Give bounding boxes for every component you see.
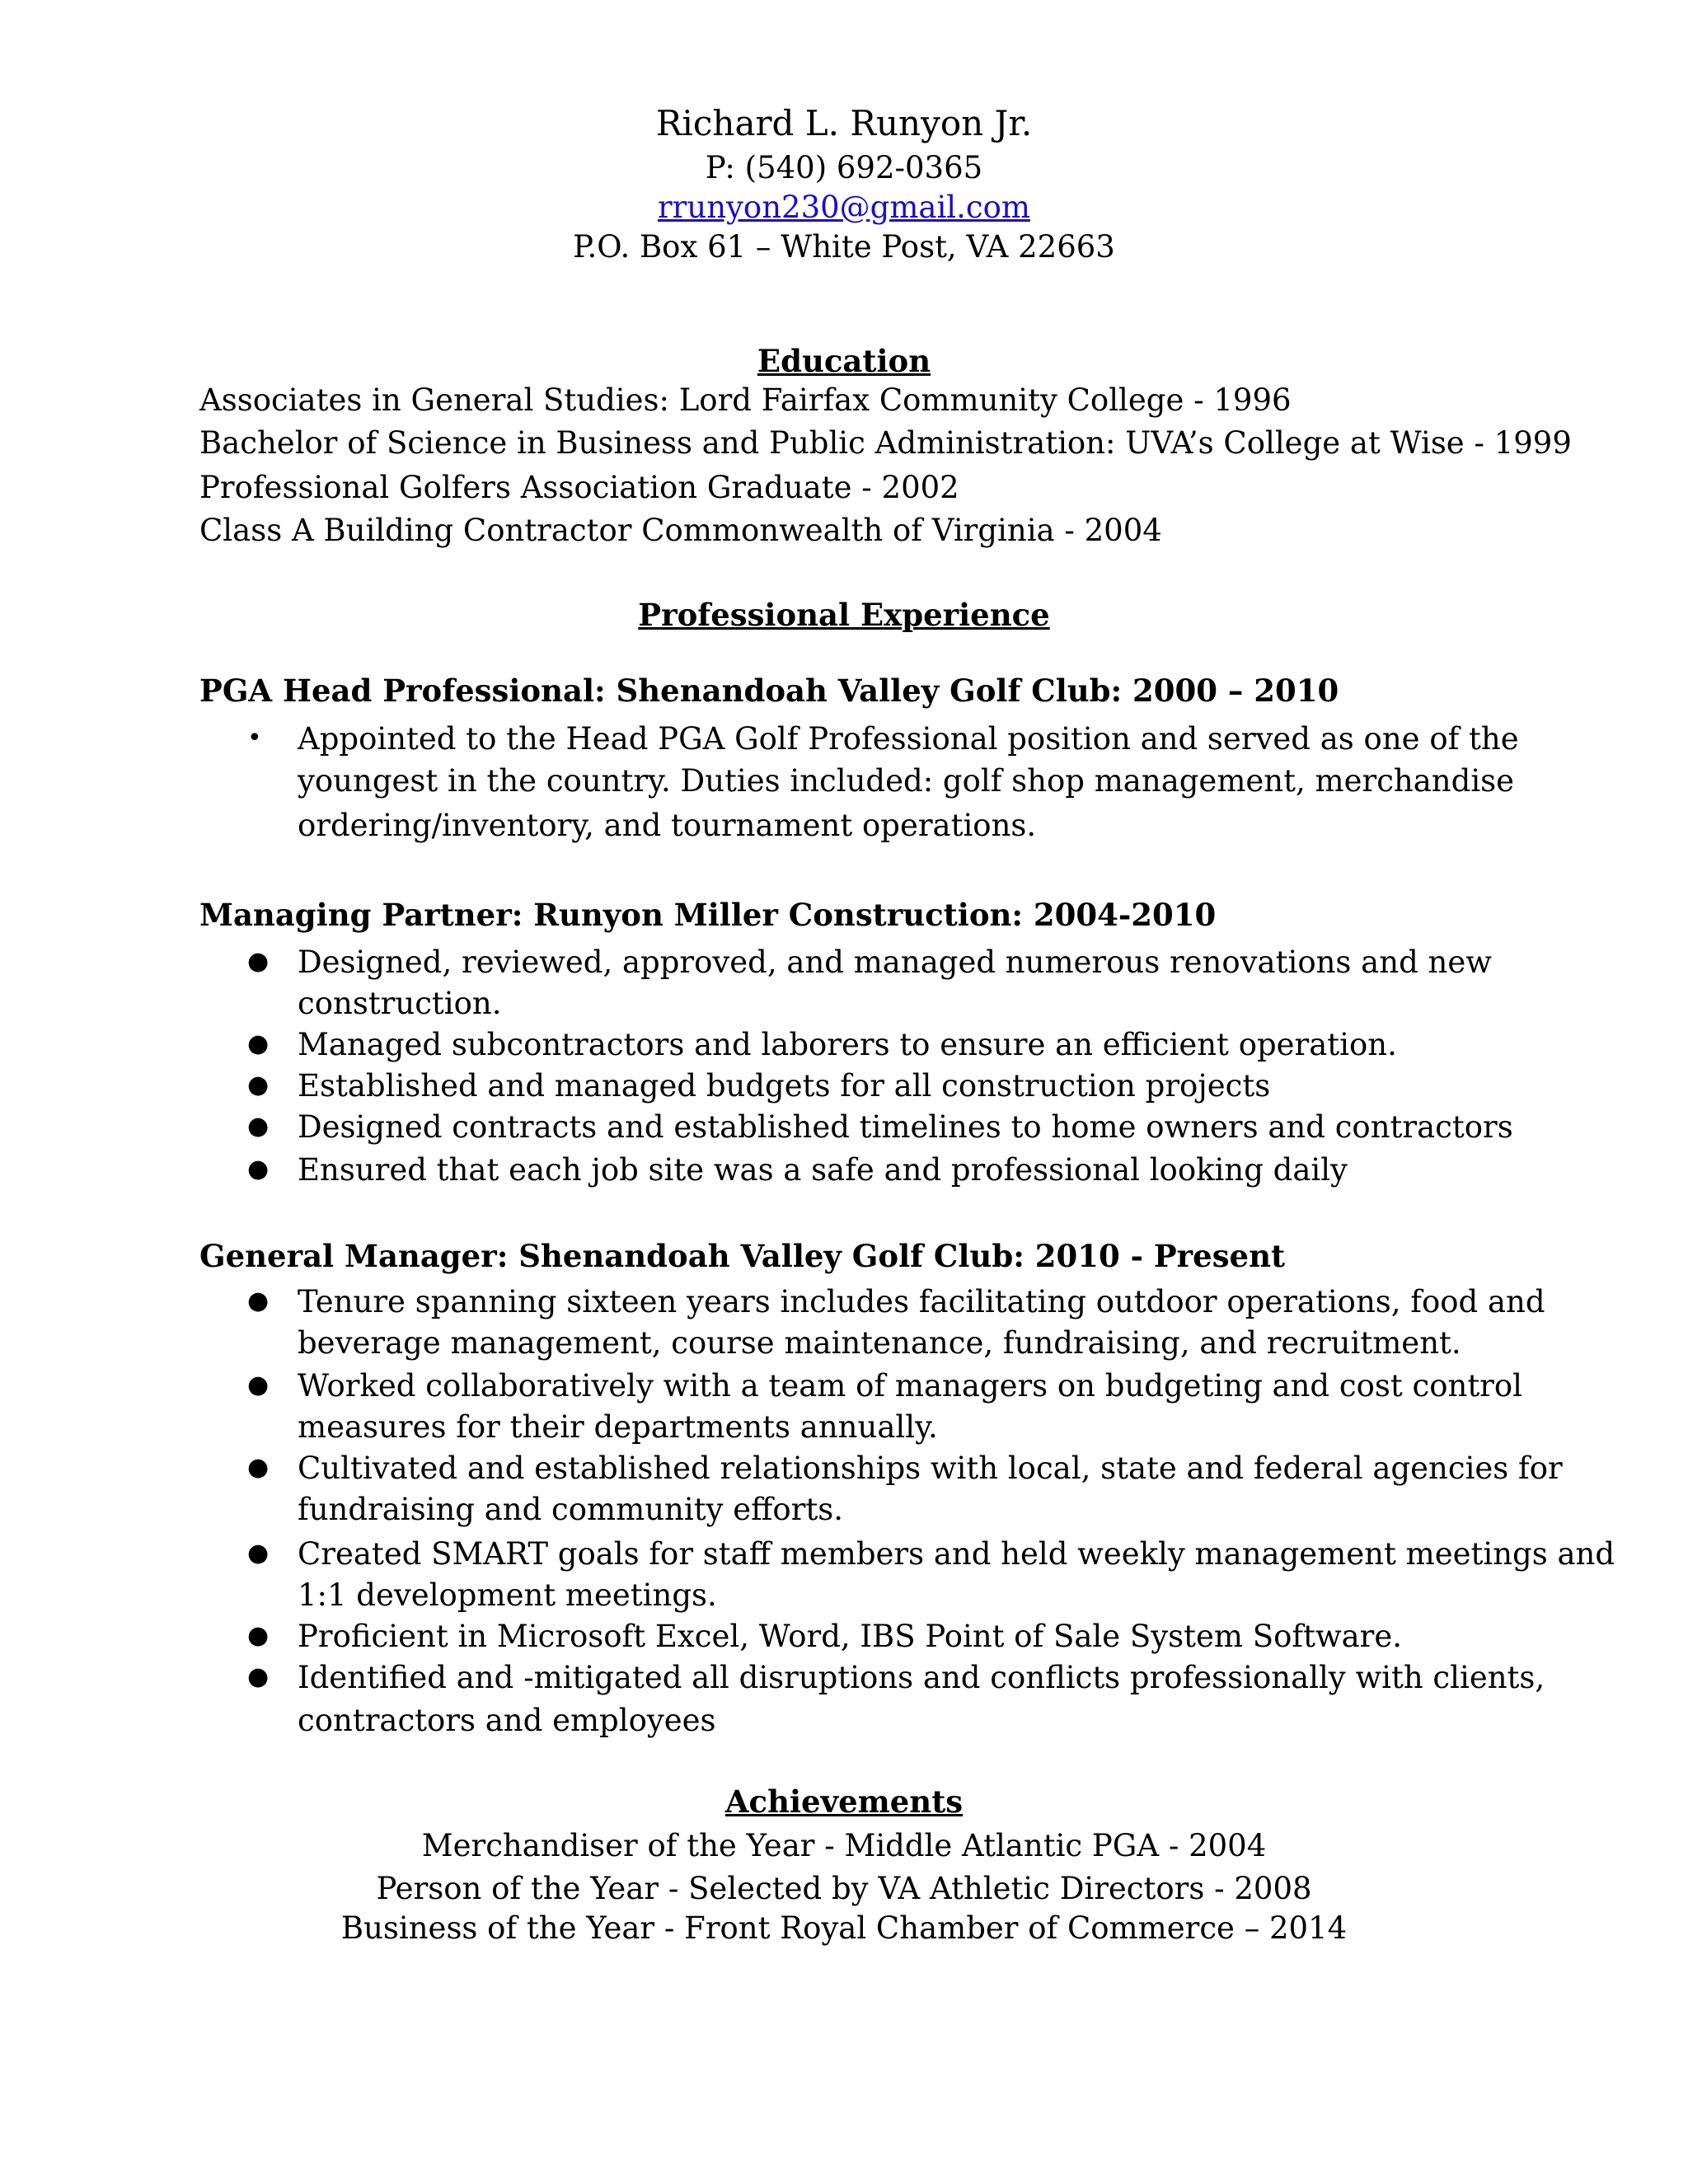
bullet-text: Established and managed budgets for all construction projects <box>298 1068 1271 1104</box>
bullet-icon: ● <box>247 1071 270 1099</box>
education-heading: Education <box>757 343 931 379</box>
education-item: Professional Golfers Association Graduate - 2002 <box>199 470 959 505</box>
bullet-text: Tenure spanning sixteen years includes facilitating outdoor operations, food and <box>298 1284 1545 1319</box>
bullet-text: Designed, reviewed, approved, and managed numerous renovations and new <box>298 944 1492 980</box>
education-item: Associates in General Studies: Lord Fairfax Community College - 1996 <box>199 382 1292 418</box>
achievements-heading: Achievements <box>724 1783 964 1820</box>
bullet-text: ordering/inventory, and tournament operations. <box>298 808 1037 843</box>
bullet-text: Designed contracts and established timelines to home owners and contractors <box>298 1109 1513 1145</box>
job-title: Managing Partner: Runyon Miller Construction: 2004-2010 <box>199 897 1217 933</box>
bullet-text: fundraising and community efforts. <box>298 1492 844 1527</box>
bullet-text: Appointed to the Head PGA Golf Professional position and served as one of the <box>298 721 1519 757</box>
bullet-icon: ● <box>247 947 270 976</box>
mailing-address: P.O. Box 61 – White Post, VA 22663 <box>573 229 1115 265</box>
achievement-item: Merchandiser of the Year - Middle Atlantic PGA - 2004 <box>421 1828 1267 1863</box>
achievement-item: Business of the Year - Front Royal Chamber of Commerce – 2014 <box>340 1910 1348 1946</box>
bullet-text: Worked collaboratively with a team of managers on budgeting and cost control <box>298 1368 1522 1404</box>
bullet-text: beverage management, course maintenance, fundraising, and recruitment. <box>298 1325 1461 1361</box>
bullet-icon: ● <box>247 1286 270 1315</box>
bullet-icon: ● <box>247 1112 270 1141</box>
education-item: Bachelor of Science in Business and Public Administration: UVA’s College at Wise - 1999 <box>199 425 1572 461</box>
experience-heading: Professional Experience <box>638 597 1050 633</box>
job-title: PGA Head Professional: Shenandoah Valley Golf Club: 2000 – 2010 <box>199 673 1339 709</box>
bullet-text: Cultivated and established relationships with local, state and federal agencies for <box>298 1451 1563 1486</box>
job-title: General Manager: Shenandoah Valley Golf Club: 2010 - Present <box>199 1238 1286 1274</box>
bullet-icon: ● <box>247 1453 270 1482</box>
bullet-text: Ensured that each job site was a safe and professional looking daily <box>298 1152 1348 1188</box>
candidate-name: Richard L. Runyon Jr. <box>655 103 1033 143</box>
achievement-item: Person of the Year - Selected by VA Athletic Directors - 2008 <box>376 1871 1312 1906</box>
education-item: Class A Building Contractor Commonwealth of Virginia - 2004 <box>199 513 1162 548</box>
email-link[interactable]: rrunyon230@gmail.com <box>657 190 1030 225</box>
bullet-text: construction. <box>298 986 502 1021</box>
bullet-icon: ● <box>247 1621 270 1650</box>
bullet-text: Identified and -mitigated all disruptions and conflicts professionally with clients, <box>298 1660 1545 1695</box>
bullet-text: measures for their departments annually. <box>298 1409 938 1445</box>
bullet-text: Managed subcontractors and laborers to ensure an efficient operation. <box>298 1027 1397 1062</box>
bullet-icon: ● <box>247 1371 270 1399</box>
bullet-text: Proficient in Microsoft Excel, Word, IBS Point of Sale System Software. <box>298 1619 1403 1654</box>
bullet-icon: ● <box>247 1539 270 1568</box>
bullet-text: Created SMART goals for staff members and held weekly management meetings and <box>298 1536 1615 1572</box>
bullet-icon: ● <box>247 1155 270 1183</box>
bullet-text: youngest in the country. Duties included: golf shop management, merchandise <box>298 763 1515 799</box>
bullet-icon: ● <box>247 1029 270 1058</box>
bullet-text: contractors and employees <box>298 1703 716 1738</box>
phone-number: P: (540) 692-0365 <box>705 150 983 185</box>
bullet-icon: ● <box>247 1662 270 1691</box>
bullet-text: 1:1 development meetings. <box>298 1577 717 1613</box>
bullet-icon: • <box>247 724 262 752</box>
